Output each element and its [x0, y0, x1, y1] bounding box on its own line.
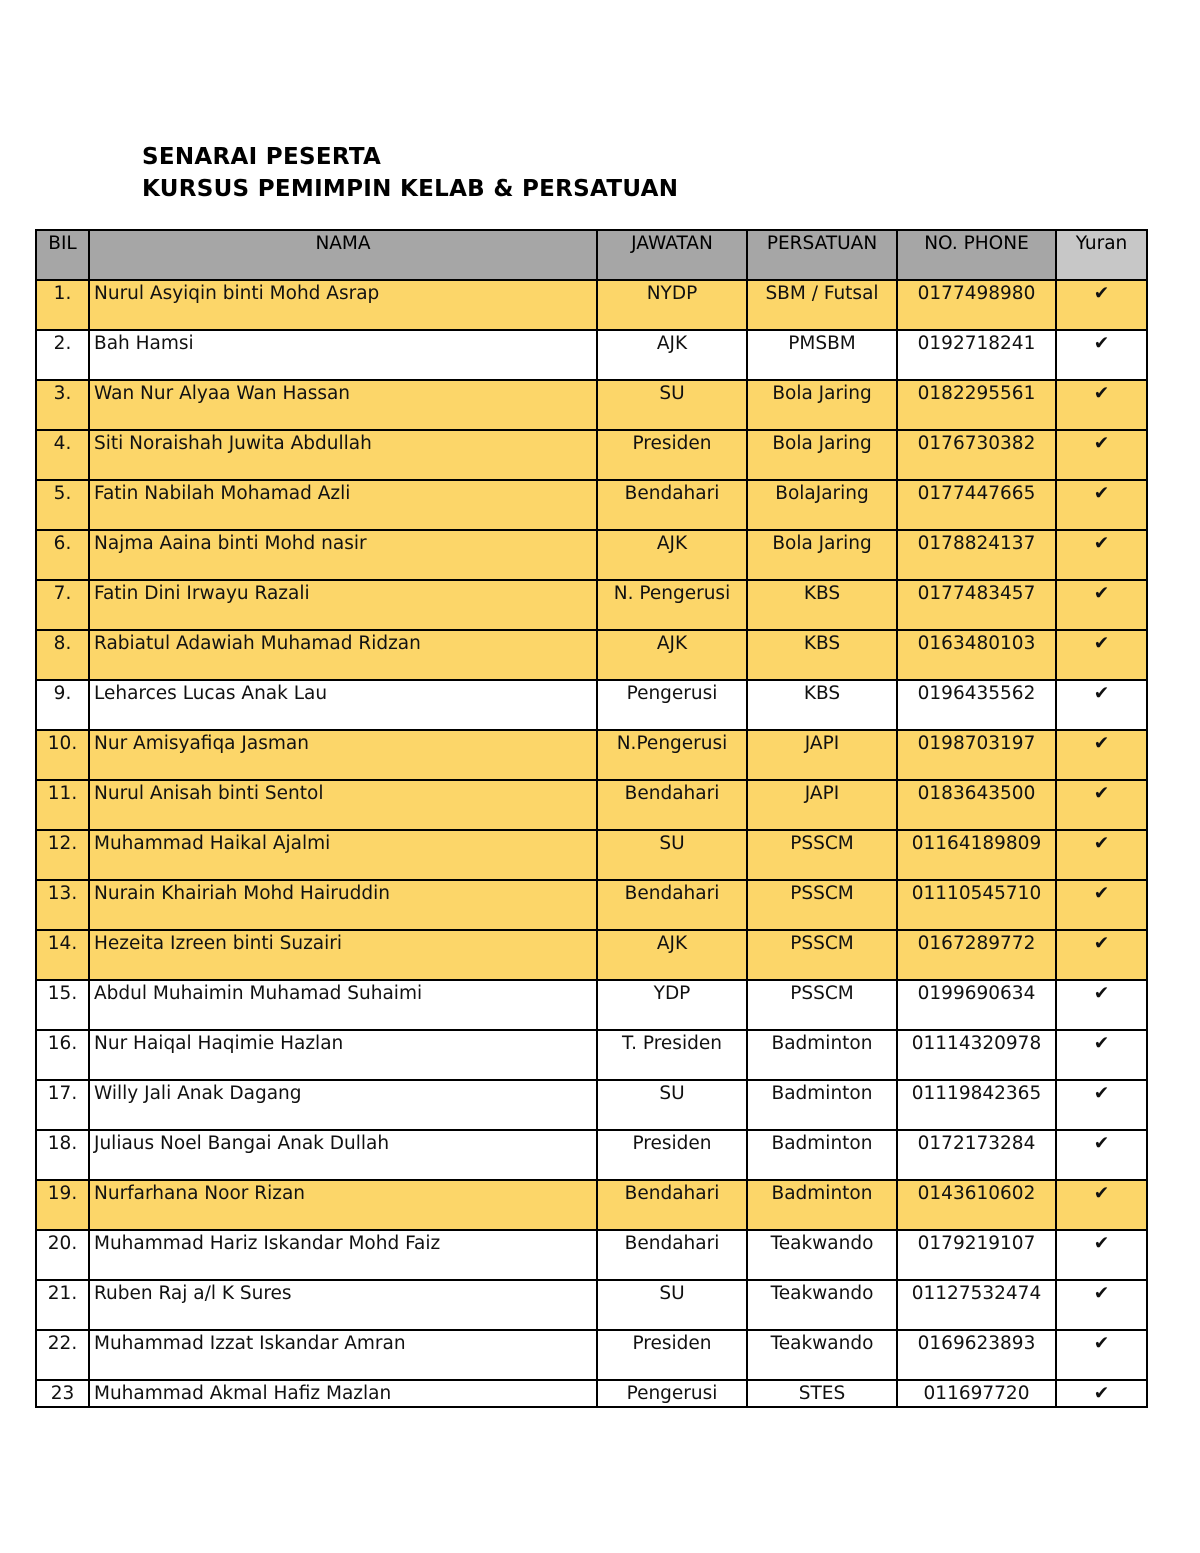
- cell-yuran-check: ✔: [1056, 830, 1147, 880]
- cell-jawatan: Bendahari: [597, 1230, 747, 1280]
- cell-yuran-check: ✔: [1056, 880, 1147, 930]
- cell-yuran-check: ✔: [1056, 1330, 1147, 1380]
- cell-nama: Hezeita Izreen binti Suzairi: [89, 930, 597, 980]
- cell-bil: 18.: [36, 1130, 89, 1180]
- cell-persatuan: Badminton: [747, 1180, 897, 1230]
- cell-nama: Muhammad Hariz Iskandar Mohd Faiz: [89, 1230, 597, 1280]
- cell-nama: Nurfarhana Noor Rizan: [89, 1180, 597, 1230]
- cell-jawatan: N. Pengerusi: [597, 580, 747, 630]
- cell-persatuan: STES: [747, 1380, 897, 1407]
- cell-nama: Abdul Muhaimin Muhamad Suhaimi: [89, 980, 597, 1030]
- cell-nama: Muhammad Haikal Ajalmi: [89, 830, 597, 880]
- cell-bil: 12.: [36, 830, 89, 880]
- header-bil: BIL: [36, 230, 89, 280]
- cell-bil: 11.: [36, 780, 89, 830]
- header-phone: NO. PHONE: [897, 230, 1056, 280]
- cell-nama: Willy Jali Anak Dagang: [89, 1080, 597, 1130]
- cell-phone: 01164189809: [897, 830, 1056, 880]
- cell-nama: Fatin Nabilah Mohamad Azli: [89, 480, 597, 530]
- cell-persatuan: Bola Jaring: [747, 380, 897, 430]
- cell-persatuan: KBS: [747, 630, 897, 680]
- header-nama: NAMA: [89, 230, 597, 280]
- cell-persatuan: KBS: [747, 680, 897, 730]
- cell-persatuan: PSSCM: [747, 830, 897, 880]
- cell-bil: 22.: [36, 1330, 89, 1380]
- cell-persatuan: Badminton: [747, 1080, 897, 1130]
- cell-nama: Wan Nur Alyaa Wan Hassan: [89, 380, 597, 430]
- cell-persatuan: BolaJaring: [747, 480, 897, 530]
- table-row: [36, 430, 1147, 480]
- cell-persatuan: Teakwando: [747, 1230, 897, 1280]
- cell-bil: 19.: [36, 1180, 89, 1230]
- cell-phone: 0199690634: [897, 980, 1056, 1030]
- cell-yuran-check: ✔: [1056, 330, 1147, 380]
- cell-nama: Nur Haiqal Haqimie Hazlan: [89, 1030, 597, 1080]
- cell-yuran-check: ✔: [1056, 1280, 1147, 1330]
- cell-persatuan: Teakwando: [747, 1280, 897, 1330]
- cell-yuran-check: ✔: [1056, 1080, 1147, 1130]
- cell-jawatan: NYDP: [597, 280, 747, 330]
- page-title: [142, 141, 678, 205]
- cell-nama: Rabiatul Adawiah Muhamad Ridzan: [89, 630, 597, 680]
- table-row: [36, 1330, 1147, 1380]
- cell-phone: 0163480103: [897, 630, 1056, 680]
- cell-yuran-check: ✔: [1056, 480, 1147, 530]
- cell-phone: 0169623893: [897, 1330, 1056, 1380]
- cell-phone: 0167289772: [897, 930, 1056, 980]
- cell-nama: Nur Amisyafiqa Jasman: [89, 730, 597, 780]
- cell-yuran-check: ✔: [1056, 930, 1147, 980]
- cell-jawatan: Bendahari: [597, 880, 747, 930]
- title-line-2: KURSUS PEMIMPIN KELAB & PERSATUAN: [142, 176, 679, 202]
- cell-persatuan: Teakwando: [747, 1330, 897, 1380]
- cell-nama: Nurul Asyiqin binti Mohd Asrap: [89, 280, 597, 330]
- table-row: [36, 580, 1147, 630]
- table-row: [36, 1080, 1147, 1130]
- header-jawatan: JAWATAN: [597, 230, 747, 280]
- cell-persatuan: PSSCM: [747, 980, 897, 1030]
- table-row: [36, 730, 1147, 780]
- cell-nama: Najma Aaina binti Mohd nasir: [89, 530, 597, 580]
- cell-jawatan: Bendahari: [597, 480, 747, 530]
- cell-bil: 13.: [36, 880, 89, 930]
- cell-persatuan: Bola Jaring: [747, 530, 897, 580]
- cell-jawatan: Pengerusi: [597, 680, 747, 730]
- cell-nama: Juliaus Noel Bangai Anak Dullah: [89, 1130, 597, 1180]
- cell-bil: 15.: [36, 980, 89, 1030]
- cell-jawatan: SU: [597, 1280, 747, 1330]
- cell-yuran-check: ✔: [1056, 1230, 1147, 1280]
- cell-phone: 0172173284: [897, 1130, 1056, 1180]
- table-row: [36, 930, 1147, 980]
- cell-jawatan: SU: [597, 1080, 747, 1130]
- table-header-row: [36, 230, 1147, 280]
- cell-jawatan: Presiden: [597, 430, 747, 480]
- cell-bil: 20.: [36, 1230, 89, 1280]
- cell-persatuan: Bola Jaring: [747, 430, 897, 480]
- cell-bil: 21.: [36, 1280, 89, 1330]
- cell-nama: Siti Noraishah Juwita Abdullah: [89, 430, 597, 480]
- cell-jawatan: SU: [597, 380, 747, 430]
- cell-bil: 14.: [36, 930, 89, 980]
- cell-phone: 0178824137: [897, 530, 1056, 580]
- cell-yuran-check: ✔: [1056, 730, 1147, 780]
- cell-bil: 3.: [36, 380, 89, 430]
- cell-persatuan: SBM / Futsal: [747, 280, 897, 330]
- cell-jawatan: Bendahari: [597, 780, 747, 830]
- table-row: [36, 980, 1147, 1030]
- cell-bil: 23: [36, 1380, 89, 1407]
- cell-phone: 0176730382: [897, 430, 1056, 480]
- cell-yuran-check: ✔: [1056, 1180, 1147, 1230]
- cell-jawatan: Bendahari: [597, 1180, 747, 1230]
- cell-bil: 1.: [36, 280, 89, 330]
- cell-bil: 16.: [36, 1030, 89, 1080]
- table-row: [36, 330, 1147, 380]
- cell-nama: Muhammad Izzat Iskandar Amran: [89, 1330, 597, 1380]
- header-yuran: Yuran: [1056, 230, 1147, 280]
- cell-persatuan: PSSCM: [747, 930, 897, 980]
- cell-yuran-check: ✔: [1056, 780, 1147, 830]
- cell-bil: 9.: [36, 680, 89, 730]
- cell-jawatan: AJK: [597, 630, 747, 680]
- cell-yuran-check: ✔: [1056, 580, 1147, 630]
- cell-jawatan: AJK: [597, 530, 747, 580]
- cell-yuran-check: ✔: [1056, 1130, 1147, 1180]
- title-line-1: SENARAI PESERTA: [142, 144, 382, 170]
- cell-jawatan: Pengerusi: [597, 1380, 747, 1407]
- cell-bil: 7.: [36, 580, 89, 630]
- table-row: [36, 1180, 1147, 1230]
- cell-jawatan: Presiden: [597, 1330, 747, 1380]
- cell-jawatan: N.Pengerusi: [597, 730, 747, 780]
- cell-nama: Bah Hamsi: [89, 330, 597, 380]
- cell-persatuan: JAPI: [747, 730, 897, 780]
- cell-bil: 17.: [36, 1080, 89, 1130]
- table-row: [36, 830, 1147, 880]
- cell-phone: 0198703197: [897, 730, 1056, 780]
- table-row: [36, 630, 1147, 680]
- cell-bil: 6.: [36, 530, 89, 580]
- cell-phone: 0183643500: [897, 780, 1056, 830]
- cell-jawatan: T. Presiden: [597, 1030, 747, 1080]
- cell-nama: Ruben Raj a/l K Sures: [89, 1280, 597, 1330]
- cell-phone: 01114320978: [897, 1030, 1056, 1080]
- cell-yuran-check: ✔: [1056, 680, 1147, 730]
- cell-bil: 2.: [36, 330, 89, 380]
- table-row: [36, 480, 1147, 530]
- cell-nama: Nurain Khairiah Mohd Hairuddin: [89, 880, 597, 930]
- cell-nama: Leharces Lucas Anak Lau: [89, 680, 597, 730]
- cell-persatuan: PMSBM: [747, 330, 897, 380]
- table-row: [36, 880, 1147, 930]
- cell-jawatan: AJK: [597, 330, 747, 380]
- cell-jawatan: AJK: [597, 930, 747, 980]
- cell-yuran-check: ✔: [1056, 530, 1147, 580]
- table-body: [36, 280, 1147, 1407]
- table-row: [36, 780, 1147, 830]
- cell-phone: 0182295561: [897, 380, 1056, 430]
- table-row: [36, 380, 1147, 430]
- cell-phone: 0192718241: [897, 330, 1056, 380]
- cell-jawatan: SU: [597, 830, 747, 880]
- cell-bil: 5.: [36, 480, 89, 530]
- cell-yuran-check: ✔: [1056, 630, 1147, 680]
- table-row: [36, 1030, 1147, 1080]
- cell-phone: 011697720: [897, 1380, 1056, 1407]
- cell-persatuan: JAPI: [747, 780, 897, 830]
- cell-bil: 8.: [36, 630, 89, 680]
- table-row: [36, 280, 1147, 330]
- cell-yuran-check: ✔: [1056, 380, 1147, 430]
- cell-bil: 4.: [36, 430, 89, 480]
- cell-persatuan: KBS: [747, 580, 897, 630]
- cell-jawatan: YDP: [597, 980, 747, 1030]
- cell-nama: Nurul Anisah binti Sentol: [89, 780, 597, 830]
- cell-phone: 0177447665: [897, 480, 1056, 530]
- participants-table: [35, 229, 1148, 1408]
- cell-yuran-check: ✔: [1056, 1380, 1147, 1407]
- table-row: [36, 1130, 1147, 1180]
- cell-yuran-check: ✔: [1056, 980, 1147, 1030]
- table-row: [36, 680, 1147, 730]
- cell-phone: 01119842365: [897, 1080, 1056, 1130]
- cell-persatuan: Badminton: [747, 1030, 897, 1080]
- table-row: [36, 1280, 1147, 1330]
- cell-phone: 0143610602: [897, 1180, 1056, 1230]
- cell-phone: 01110545710: [897, 880, 1056, 930]
- cell-yuran-check: ✔: [1056, 280, 1147, 330]
- cell-phone: 0196435562: [897, 680, 1056, 730]
- cell-bil: 10.: [36, 730, 89, 780]
- table-row: [36, 1230, 1147, 1280]
- cell-nama: Fatin Dini Irwayu Razali: [89, 580, 597, 630]
- cell-phone: 0179219107: [897, 1230, 1056, 1280]
- cell-phone: 01127532474: [897, 1280, 1056, 1330]
- cell-persatuan: PSSCM: [747, 880, 897, 930]
- cell-nama: Muhammad Akmal Hafiz Mazlan: [89, 1380, 597, 1407]
- table-row: [36, 1380, 1147, 1407]
- cell-yuran-check: ✔: [1056, 1030, 1147, 1080]
- cell-phone: 0177483457: [897, 580, 1056, 630]
- cell-yuran-check: ✔: [1056, 430, 1147, 480]
- cell-jawatan: Presiden: [597, 1130, 747, 1180]
- header-persatuan: PERSATUAN: [747, 230, 897, 280]
- cell-persatuan: Badminton: [747, 1130, 897, 1180]
- cell-phone: 0177498980: [897, 280, 1056, 330]
- table-row: [36, 530, 1147, 580]
